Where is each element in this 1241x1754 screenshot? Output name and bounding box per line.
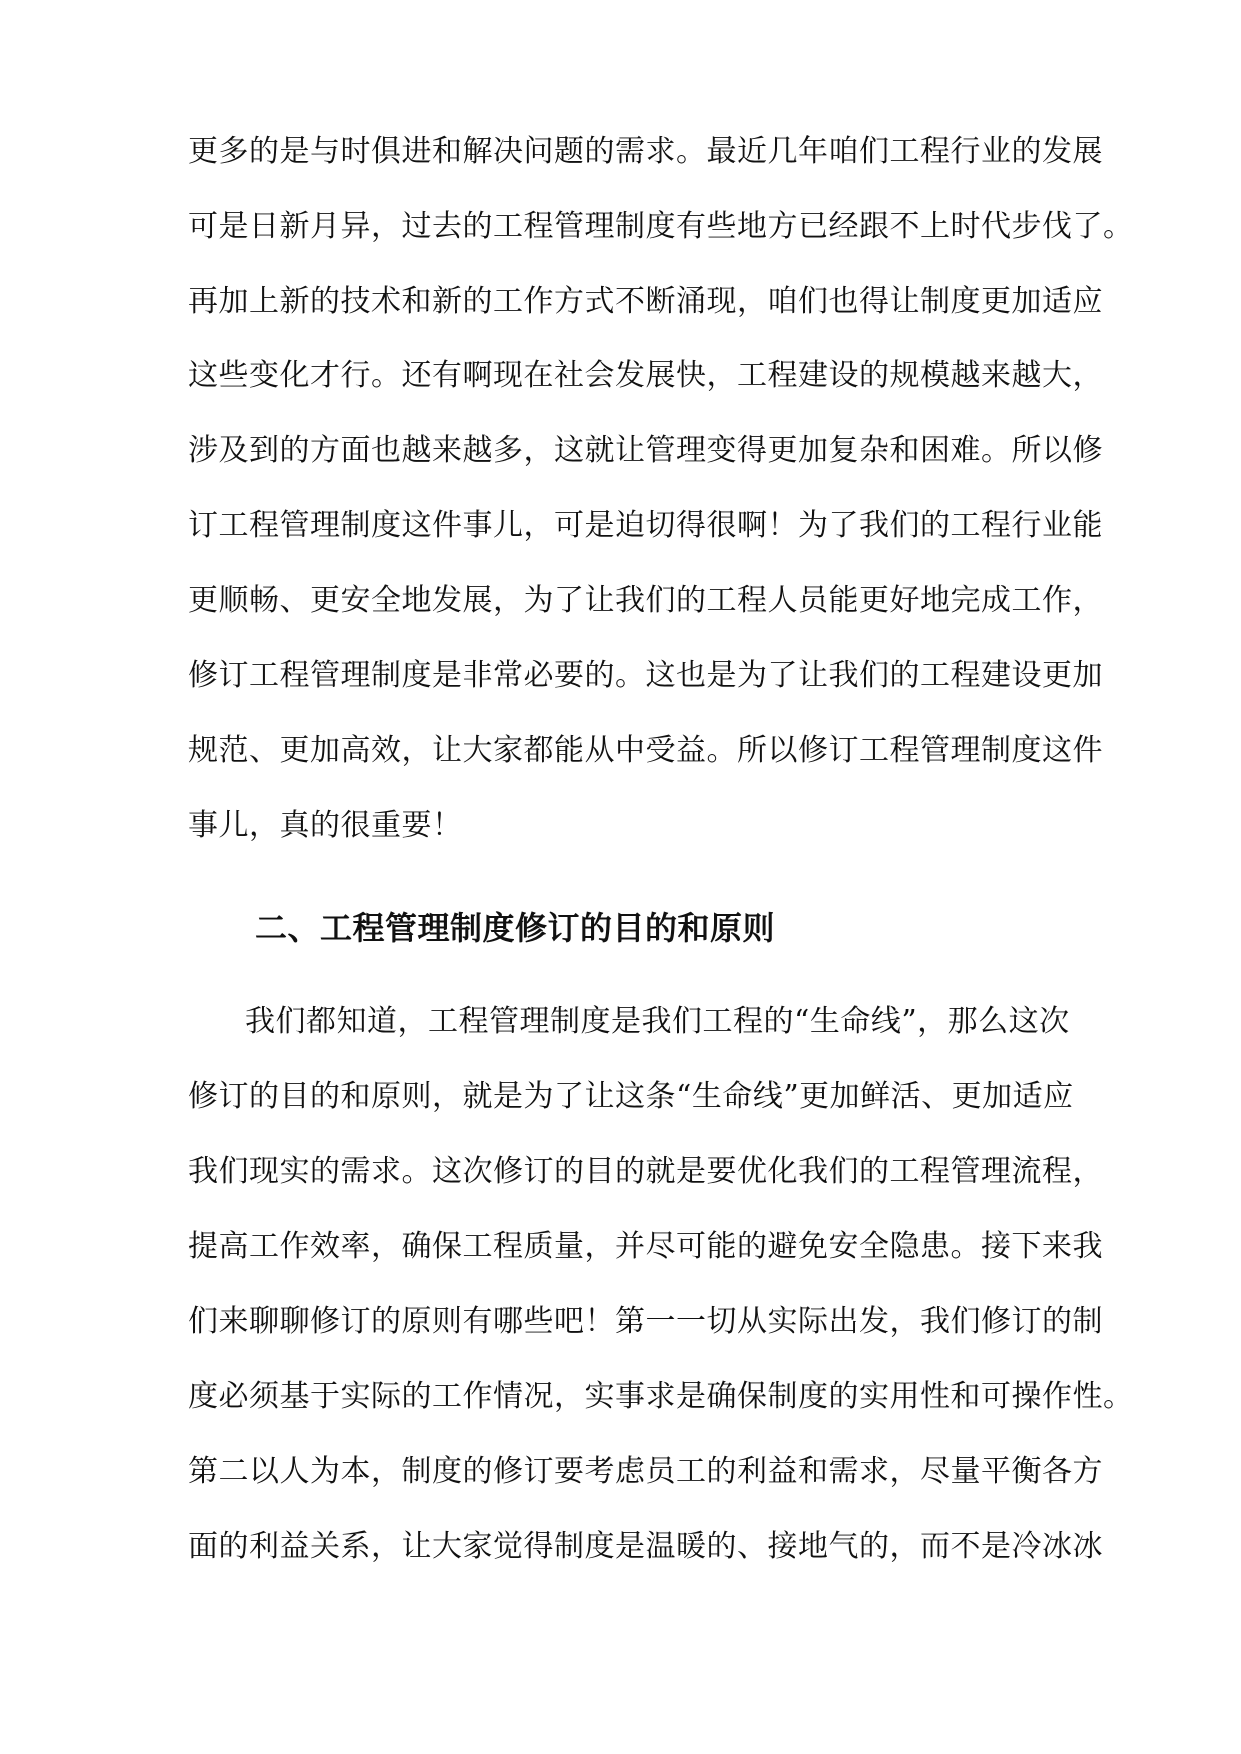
- paragraph-line: 这些变化才行。还有啊现在社会发展快，工程建设的规模越来越大，: [188, 358, 1103, 393]
- paragraph-line: 我们都知道，工程管理制度是我们工程的“生命线”，那么这次: [245, 1004, 1070, 1039]
- paragraph-line: 订工程管理制度这件事儿，可是迫切得很啊！为了我们的工程行业能: [188, 508, 1103, 543]
- paragraph-line: 规范、更加高效，让大家都能从中受益。所以修订工程管理制度这件: [188, 733, 1103, 768]
- paragraph-line: 面的利益关系，让大家觉得制度是温暖的、接地气的，而不是冷冰冰: [188, 1529, 1103, 1564]
- section-heading: 二、工程管理制度修订的目的和原则: [255, 909, 776, 947]
- paragraph-line: 度必须基于实际的工作情况，实事求是确保制度的实用性和可操作性。: [188, 1379, 1134, 1414]
- paragraph-line: 再加上新的技术和新的工作方式不断涌现，咱们也得让制度更加适应: [188, 284, 1103, 319]
- paragraph-line: 我们现实的需求。这次修订的目的就是要优化我们的工程管理流程，: [188, 1154, 1103, 1189]
- paragraph-line: 涉及到的方面也越来越多，这就让管理变得更加复杂和困难。所以修: [188, 433, 1103, 468]
- paragraph-line: 提高工作效率，确保工程质量，并尽可能的避免安全隐患。接下来我: [188, 1229, 1103, 1264]
- paragraph-line: 修订工程管理制度是非常必要的。这也是为了让我们的工程建设更加: [188, 658, 1103, 693]
- paragraph-line: 事儿，真的很重要！: [188, 808, 463, 843]
- paragraph-line: 们来聊聊修订的原则有哪些吧！第一一切从实际出发，我们修订的制: [188, 1304, 1103, 1339]
- paragraph-line: 可是日新月异，过去的工程管理制度有些地方已经跟不上时代步伐了。: [188, 209, 1134, 244]
- paragraph-line: 更多的是与时俱进和解决问题的需求。最近几年咱们工程行业的发展: [188, 134, 1103, 169]
- paragraph-line: 更顺畅、更安全地发展，为了让我们的工程人员能更好地完成工作，: [188, 583, 1103, 618]
- paragraph-line: 第二以人为本，制度的修订要考虑员工的利益和需求，尽量平衡各方: [188, 1454, 1103, 1489]
- paragraph-line: 修订的目的和原则，就是为了让这条“生命线”更加鲜活、更加适应: [188, 1079, 1074, 1114]
